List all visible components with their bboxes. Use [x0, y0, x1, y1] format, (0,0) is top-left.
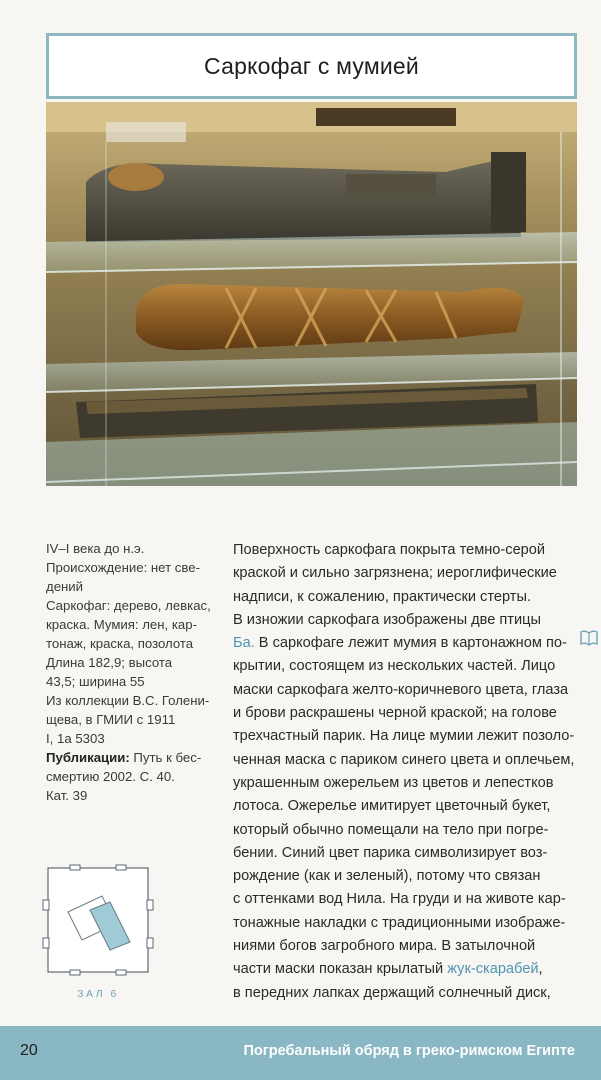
publications-text: Путь к бес- — [129, 750, 202, 765]
text-line: тонажные накладки с традиционными изображе- — [233, 914, 566, 931]
text-line: трехчастный парик. На лице мумии лежит позоло- — [233, 728, 575, 745]
meta-line: Длина 182,9; высота — [46, 655, 173, 670]
meta-line: тонаж, краска, позолота — [46, 636, 194, 651]
scarab-link[interactable]: жук-скарабей — [447, 961, 539, 978]
text-line: ченная маска с париком синего цвета и оплечьем, — [233, 751, 575, 768]
title-box — [46, 33, 577, 99]
text-line: краской и сильно загрязнена; иероглифические — [233, 565, 557, 582]
meta-line: краска. Мумия: лен, кар- — [46, 617, 197, 632]
meta-line: Саркофаг: дерево, левкас, — [46, 598, 211, 613]
text-line: надписи, к сожалению, практически стерты. — [233, 588, 532, 605]
text-line: ниями богов загробного мира. В затылочной — [233, 938, 536, 955]
meta-line: 43,5; ширина 55 — [46, 674, 145, 689]
footer-bar — [0, 1026, 601, 1080]
text-fragment: , — [538, 961, 543, 978]
meta-line: смертию 2002. С. 40. — [46, 769, 175, 784]
page-number: 20 — [20, 1042, 38, 1059]
text-line: В изножии саркофага изображены две птицы — [233, 611, 541, 628]
text-line: маски саркофага желто-коричневого цвета, глаза — [233, 681, 569, 698]
text-line: Поверхность саркофага покрыта темно-серой — [233, 542, 546, 558]
room-plan — [40, 862, 156, 978]
text-fragment: части маски показан крылатый — [233, 961, 448, 978]
meta-line: Из коллекции В.С. Голени- — [46, 693, 210, 708]
meta-line: IV–I века до н.э. — [46, 541, 145, 556]
text-line: лотоса. Ожерелье имитирует цветочный букет, — [233, 798, 551, 815]
meta-line: I, 1а 5303 — [46, 731, 105, 746]
text-line: рождение (как и зеленый), потому что связан — [233, 868, 541, 885]
ba-link[interactable]: Ба. — [233, 635, 255, 652]
exhibit-metadata — [46, 539, 231, 805]
text-line: который обычно помещали на тело при погре- — [233, 821, 549, 838]
text-line: крытии, состоящем из нескольких частей. Лицо — [233, 658, 556, 675]
text-line: и брови раскрашены черной краской; на голове — [233, 705, 557, 722]
text-line: украшенным ожерельем из цветов и лепестков — [233, 774, 554, 791]
text-line: бении. Синий цвет парика символизирует воз- — [233, 844, 548, 861]
meta-line: щева, в ГМИИ с 1911 — [46, 712, 176, 727]
publications-label: Публикации: — [46, 750, 130, 765]
publications-line — [46, 748, 231, 767]
description-text — [233, 539, 573, 1005]
room-label: ЗАЛ 6 — [77, 988, 119, 1000]
text-line — [233, 958, 573, 981]
text-line — [233, 632, 573, 655]
exhibit-photo — [46, 102, 577, 486]
meta-line: Происхождение: нет све- — [46, 560, 200, 575]
book-icon — [580, 630, 598, 646]
text-fragment: В саркофаге лежит мумия в картонажном по- — [254, 635, 567, 652]
text-line: в передних лапках держащий солнечный диск, — [233, 984, 551, 1001]
meta-line: Кат. 39 — [46, 788, 88, 803]
page-title: Саркофаг с мумией — [204, 52, 419, 79]
chapter-title: Погребальный обряд в греко-римском Египте — [243, 1043, 575, 1059]
text-line: с оттенками вод Нила. На груди и на животе кар- — [233, 891, 566, 908]
meta-line: дений — [46, 579, 84, 594]
